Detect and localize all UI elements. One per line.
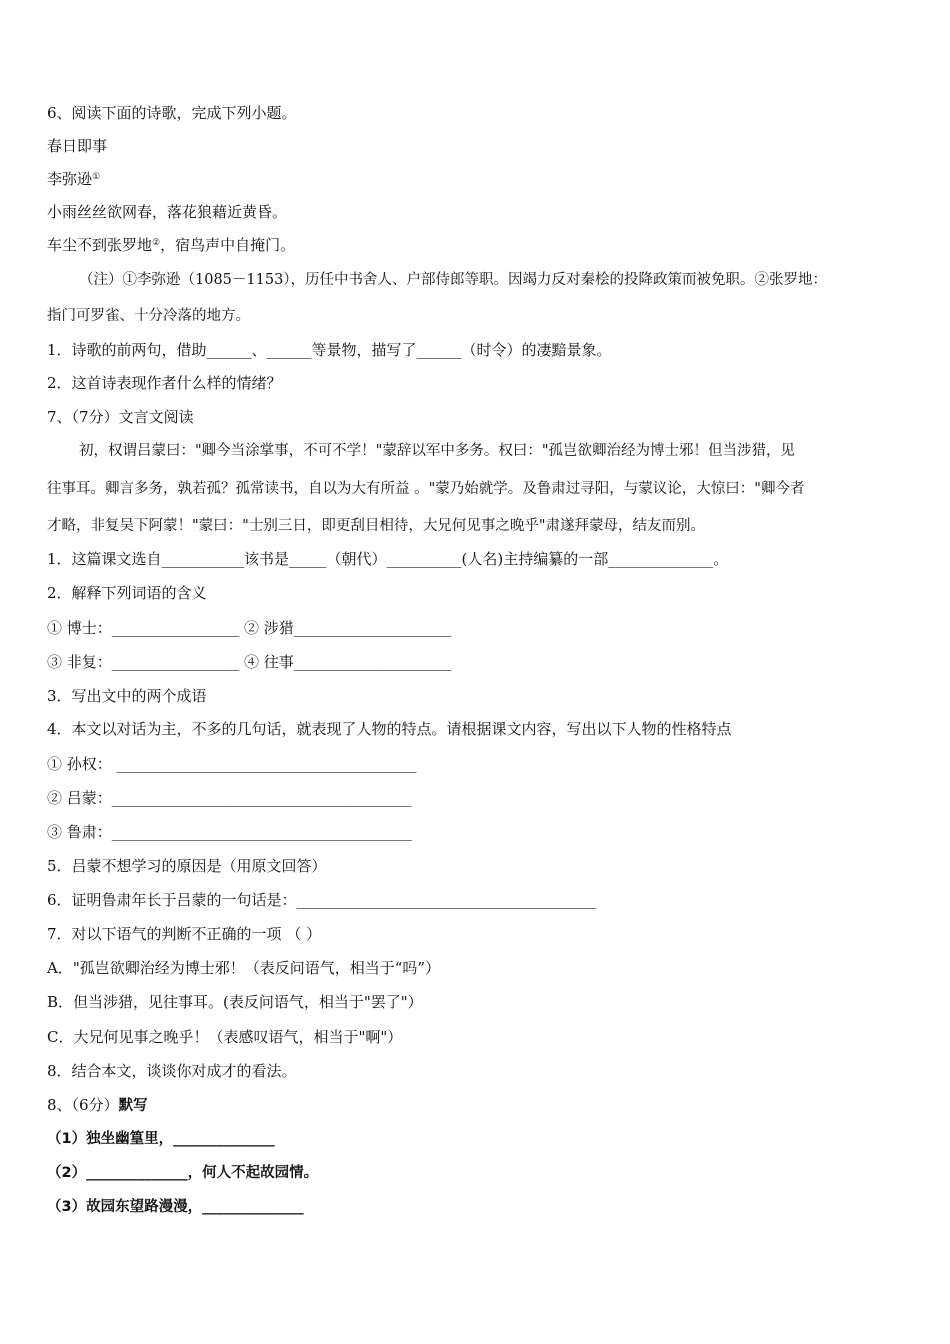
passage-line-3: 才略，非复吴下阿蒙！"蒙曰："士别三日，即更刮目相待，大兄何见事之晚乎"肃遂拜蒙母，结友而别。 [47,518,706,534]
dictation-item-3: （3）故园东望路漫漫，______________ [47,1199,304,1215]
poem-note-1: （注）①李弥逊（1085－1153），历任中书舍人、户部侍郎等职。因竭力反对秦桧的投降政策而被免职。②张罗地： [79,272,828,288]
option-a: A．"孤岂欲卿治经为博士邪！（表反问语气，相当于“吗”） [47,959,441,977]
q8-heading [47,1095,148,1116]
q7-sub1: 1．这篇课文选自___________该书是_____（朝代）__________(人名)主持编纂的一部______________。 [47,550,729,568]
q6-sub1: 1．诗歌的前两句，借助______、______等景物，描写了______（时令）的凄黯景象。 [47,341,612,359]
q7-sub2: 2．解释下列词语的含义 [47,584,207,602]
dictation-item-1: （1）独坐幽篁里，______________ [47,1131,275,1147]
poem-line-2 [47,235,295,255]
passage-line-1: 初，权谓吕蒙曰："卿今当涂掌事，不可不学！"蒙辞以军中多务。权曰："孤岂欲卿治经为博士邪！但当涉猎，见 [79,443,796,459]
poem-title: 春日即事 [47,137,108,155]
option-c: C．大兄何见事之晚乎！（表感叹语气，相当于"啊"） [47,1028,403,1046]
passage-line-2: 往事耳。卿言多务，孰若孤？孤常读书，自以为大有所益 。"蒙乃始就学。及鲁肃过寻阳，与蒙议论，大惊曰："卿今者 [47,481,805,497]
option-b: B．但当涉猎，见往事耳。(表反问语气，相当于"罢了"） [47,993,423,1011]
footnote-mark-1: ① [92,172,101,182]
q6-heading: 6、阅读下面的诗歌，完成下列小题。 [47,104,297,122]
q7-sub7: 7．对以下语气的判断不正确的一项 （ ） [47,925,322,943]
definition-row-2: ③ 非复：_________________ ④ 往事_____________________ [47,653,452,671]
character-lusu: ③ 鲁肃：________________________________________ [47,823,412,841]
character-sunquan: ① 孙权： ________________________________________ [47,755,417,773]
character-lvmeng: ② 吕蒙：________________________________________ [47,789,412,807]
poem-note-2: 指门可罗雀、十分冷落的地方。 [47,308,250,324]
poem-line-2-a: 车尘不到张罗地 [47,236,153,254]
q7-sub4: 4．本文以对话为主，不多的几句话，就表现了人物的特点。请根据课文内容，写出以下人物的性格特点 [47,720,732,738]
poem-line-1: 小雨丝丝欲网春，落花狼藉近黄昏。 [47,203,288,221]
q7-sub6: 6．证明鲁肃年长于吕蒙的一句话是：________________________________________ [47,891,597,909]
q7-sub8: 8．结合本文，谈谈你对成才的看法。 [47,1062,297,1080]
q6-sub2: 2．这首诗表现作者什么样的情绪？ [47,374,282,392]
q7-sub3: 3．写出文中的两个成语 [47,687,207,705]
footnote-mark-2: ② [152,238,161,248]
q7-heading: 7、（7分）文言文阅读 [47,408,194,426]
q7-sub5: 5．吕蒙不想学习的原因是（用原文回答） [47,857,327,875]
poem-author [47,169,100,189]
definition-row-1: ① 博士：_________________ ② 涉猎_____________________ [47,619,452,637]
poem-line-2-b: ，宿鸟声中自掩门。 [160,236,296,254]
q8-heading-label: 8、（6分） [47,1096,119,1114]
poem-author-name: 李弥逊 [47,170,93,188]
q8-heading-title: 默写 [118,1098,148,1114]
dictation-item-2: （2）______________，何人不起故园情。 [47,1165,319,1181]
